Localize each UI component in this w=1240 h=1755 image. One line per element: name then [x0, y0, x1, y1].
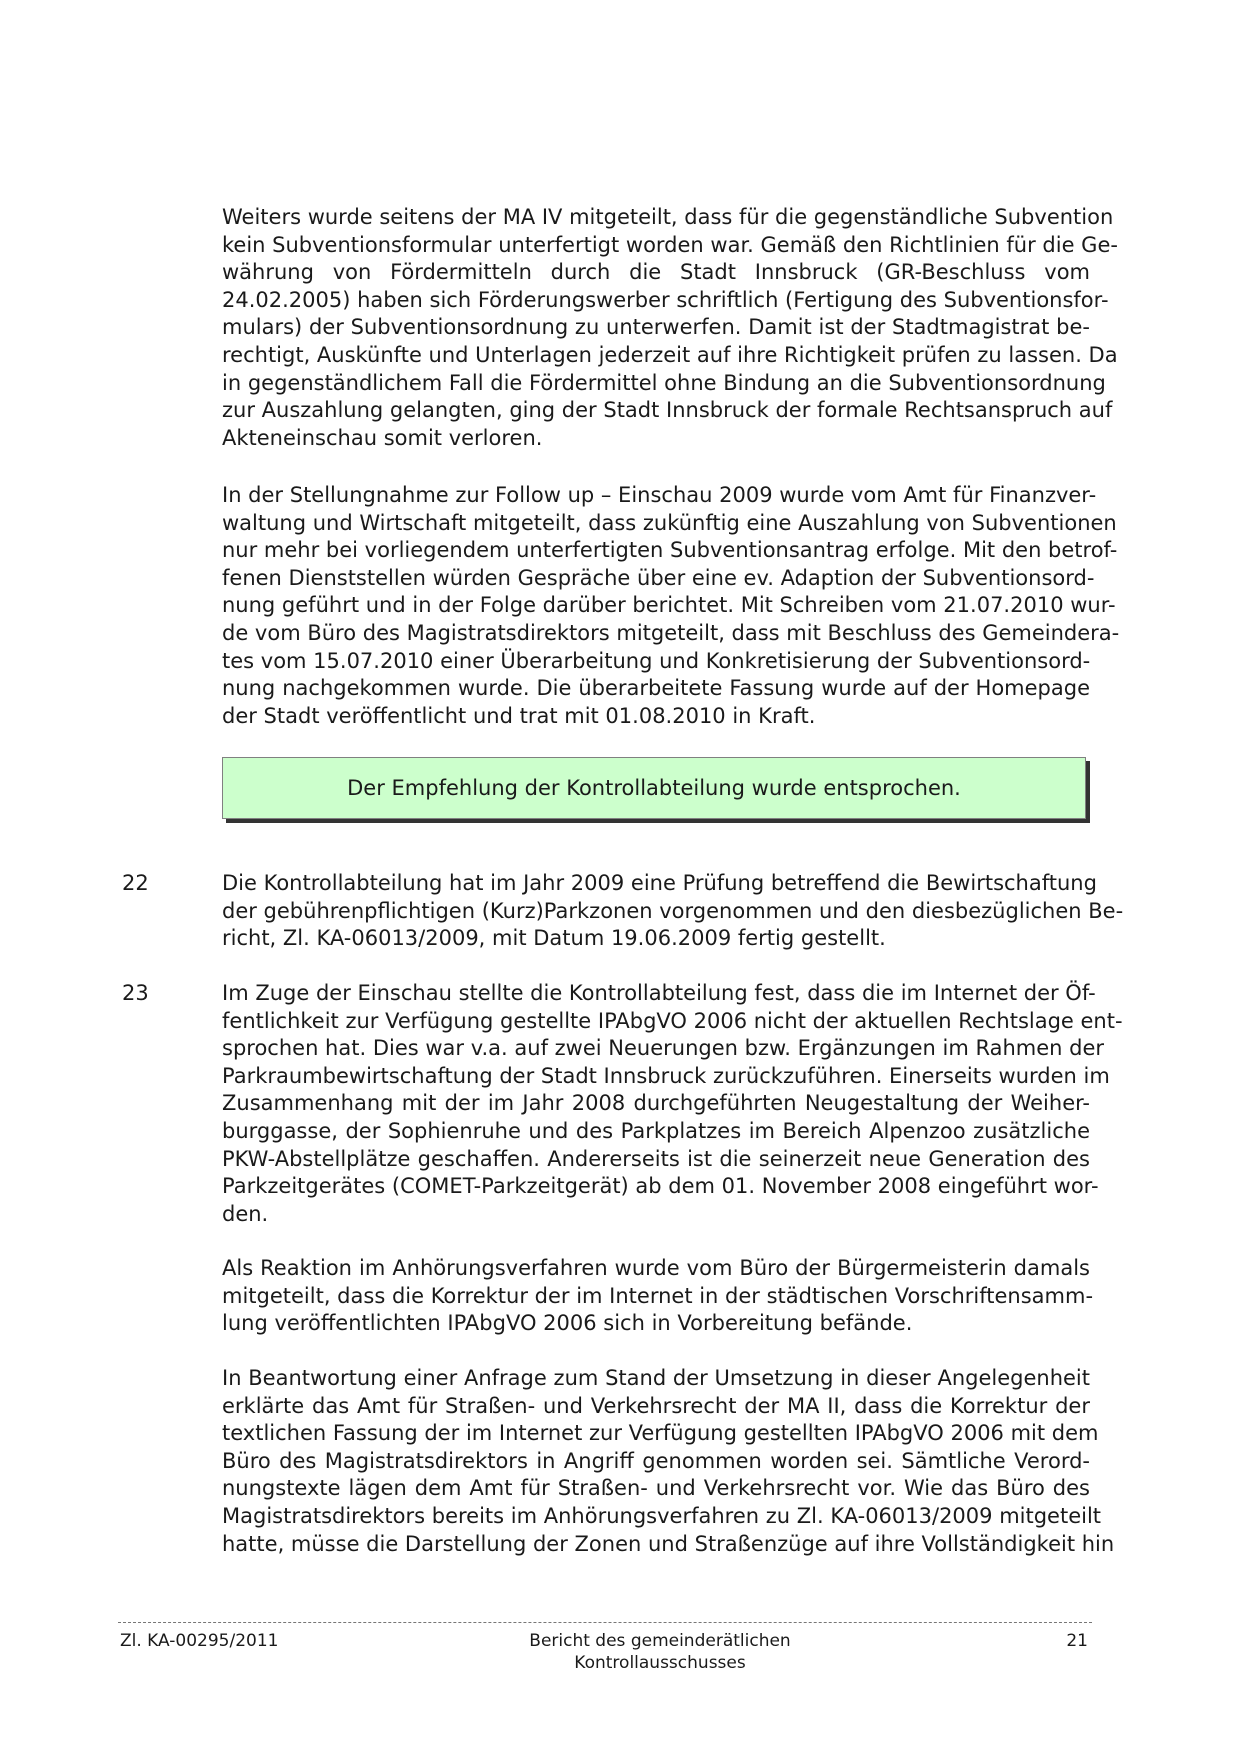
text-line: Als Reaktion im Anhörungsverfahren wurde vom Büro der Bürgermeisterin damals: [222, 1256, 1090, 1280]
text-line: nur mehr bei vorliegendem unterfertigten Subventionsantrag erfolge. Mit den betrof-: [222, 538, 1118, 563]
text-line: richt, Zl. KA-06013/2009, mit Datum 19.06.2009 fertig gestellt.: [222, 926, 886, 951]
paragraph-subvention-form: [222, 204, 1118, 452]
paragraph-item-22: [222, 870, 1124, 953]
item-number-23: 23: [122, 981, 149, 1005]
recommendation-result-box: [222, 757, 1086, 819]
text-line: Die Kontrollabteilung hat im Jahr 2009 eine Prüfung betreffend die Bewirtschaftung: [222, 871, 1097, 895]
text-line: Zusammenhang mit der im Jahr 2008 durchgeführten Neugestaltung der Weiher-: [222, 1091, 1090, 1116]
text-line: mitgeteilt, dass die Korrektur der im Internet in der städtischen Vorschriftensamm-: [222, 1283, 1094, 1308]
text-line: hatte, müsse die Darstellung der Zonen und Straßenzüge auf ihre Vollständigkeit hin: [222, 1531, 1115, 1556]
footer-report-title: Bericht des gemeinderätlichen Kontrollausschusses: [529, 1631, 791, 1673]
text-line: burggasse, der Sophienruhe und des Parkplatzes im Bereich Alpenzoo zusätzliche: [222, 1118, 1090, 1143]
text-line: Parkzeitgerätes (COMET-Parkzeitgerät) ab dem 01. November 2008 eingeführt wor-: [222, 1174, 1099, 1199]
text-line: 24.02.2005) haben sich Förderungswerber schriftlich (Fertigung des Subventionsfor-: [222, 287, 1109, 312]
text-line: Parkraumbewirtschaftung der Stadt Innsbruck zurückzuführen. Einerseits wurden im: [222, 1063, 1110, 1088]
text-line: nungstexte lägen dem Amt für Straßen- und Verkehrsrecht vor. Wie das Büro des: [222, 1476, 1090, 1501]
text-line: fentlichkeit zur Verfügung gestellte IPAbgVO 2006 nicht der aktuellen Rechtslage ent-: [222, 1008, 1123, 1033]
text-line: rechtigt, Auskünfte und Unterlagen jederzeit auf ihre Richtigkeit prüfen zu lassen. Da: [222, 342, 1118, 367]
text-line: Büro des Magistratsdirektors in Angriff genommen worden sei. Sämtliche Verord-: [222, 1448, 1090, 1473]
text-line: textlichen Fassung der im Internet zur Verfügung gestellten IPAbgVO 2006 mit dem: [222, 1421, 1099, 1446]
text-line: waltung und Wirtschaft mitgeteilt, dass zukünftig eine Auszahlung von Subventionen: [222, 510, 1117, 535]
text-line: Magistratsdirektors bereits im Anhörungsverfahren zu Zl. KA-06013/2009 mitgeteilt: [222, 1503, 1102, 1528]
text-line: währung von Fördermitteln durch die Stadt Innsbruck (GR-Beschluss vom: [222, 260, 1090, 285]
text-line: zur Auszahlung gelangten, ging der Stadt Innsbruck der formale Rechtsanspruch auf: [222, 398, 1113, 423]
paragraph-follow-up-statement: [222, 482, 1120, 730]
text-line: In der Stellungnahme zur Follow up – Einschau 2009 wurde vom Amt für Finanzver-: [222, 483, 1097, 507]
recommendation-result-text: Der Empfehlung der Kontrollabteilung wurde entsprochen.: [347, 776, 961, 800]
paragraph-implementation-status: [222, 1365, 1115, 1558]
text-line: mulars) der Subventionsordnung zu unterwerfen. Damit ist der Stadtmagistrat be-: [222, 315, 1090, 340]
text-line: nung nachgekommen wurde. Die überarbeitete Fassung wurde auf der Homepage: [222, 676, 1090, 701]
text-line: sprochen hat. Dies war v.a. auf zwei Neuerungen bzw. Ergänzungen im Rahmen der: [222, 1036, 1105, 1061]
text-line: nung geführt und in der Folge darüber berichtet. Mit Schreiben vom 21.07.2010 wur-: [222, 593, 1116, 618]
text-line: kein Subventionsformular unterfertigt worden war. Gemäß den Richtlinien für die Ge-: [222, 232, 1118, 257]
text-line: der Stadt veröffentlicht und trat mit 01.08.2010 in Kraft.: [222, 703, 816, 728]
text-line: In Beantwortung einer Anfrage zum Stand der Umsetzung in dieser Angelegenheit: [222, 1366, 1090, 1390]
text-line: de vom Büro des Magistratsdirektors mitgeteilt, dass mit Beschluss des Gemeindera-: [222, 620, 1120, 645]
text-line: in gegenständlichem Fall die Fördermittel ohne Bindung an die Subventionsordnung: [222, 370, 1106, 395]
text-line: den.: [222, 1201, 269, 1226]
item-number-22: 22: [122, 871, 149, 895]
paragraph-item-23: [222, 980, 1123, 1228]
text-line: tes vom 15.07.2010 einer Überarbeitung und Konkretisierung der Subventionsord-: [222, 648, 1091, 673]
text-line: lung veröffentlichten IPAbgVO 2006 sich in Vorbereitung befände.: [222, 1311, 913, 1336]
footer-divider: [118, 1622, 1092, 1623]
text-line: erklärte das Amt für Straßen- und Verkehrsrecht der MA II, dass die Korrektur der: [222, 1393, 1090, 1418]
text-line: Im Zuge der Einschau stellte die Kontrollabteilung fest, dass die im Internet der Öf-: [222, 981, 1096, 1005]
text-line: PKW-Abstellplätze geschaffen. Andererseits ist die seinerzeit neue Generation des: [222, 1146, 1090, 1171]
paragraph-hearing-reaction: [222, 1255, 1094, 1338]
text-line: der gebührenpflichtigen (Kurz)Parkzonen vorgenommen und den diesbezüglichen Be-: [222, 898, 1124, 923]
footer-reference: Zl. KA-00295/2011: [120, 1631, 279, 1651]
text-line: Weiters wurde seitens der MA IV mitgeteilt, dass für die gegenständliche Subvention: [222, 205, 1114, 229]
text-line: Akteneinschau somit verloren.: [222, 425, 543, 450]
text-line: fenen Dienststellen würden Gespräche über eine ev. Adaption der Subventionsord-: [222, 565, 1095, 590]
footer-page-number: 21: [1066, 1631, 1088, 1651]
